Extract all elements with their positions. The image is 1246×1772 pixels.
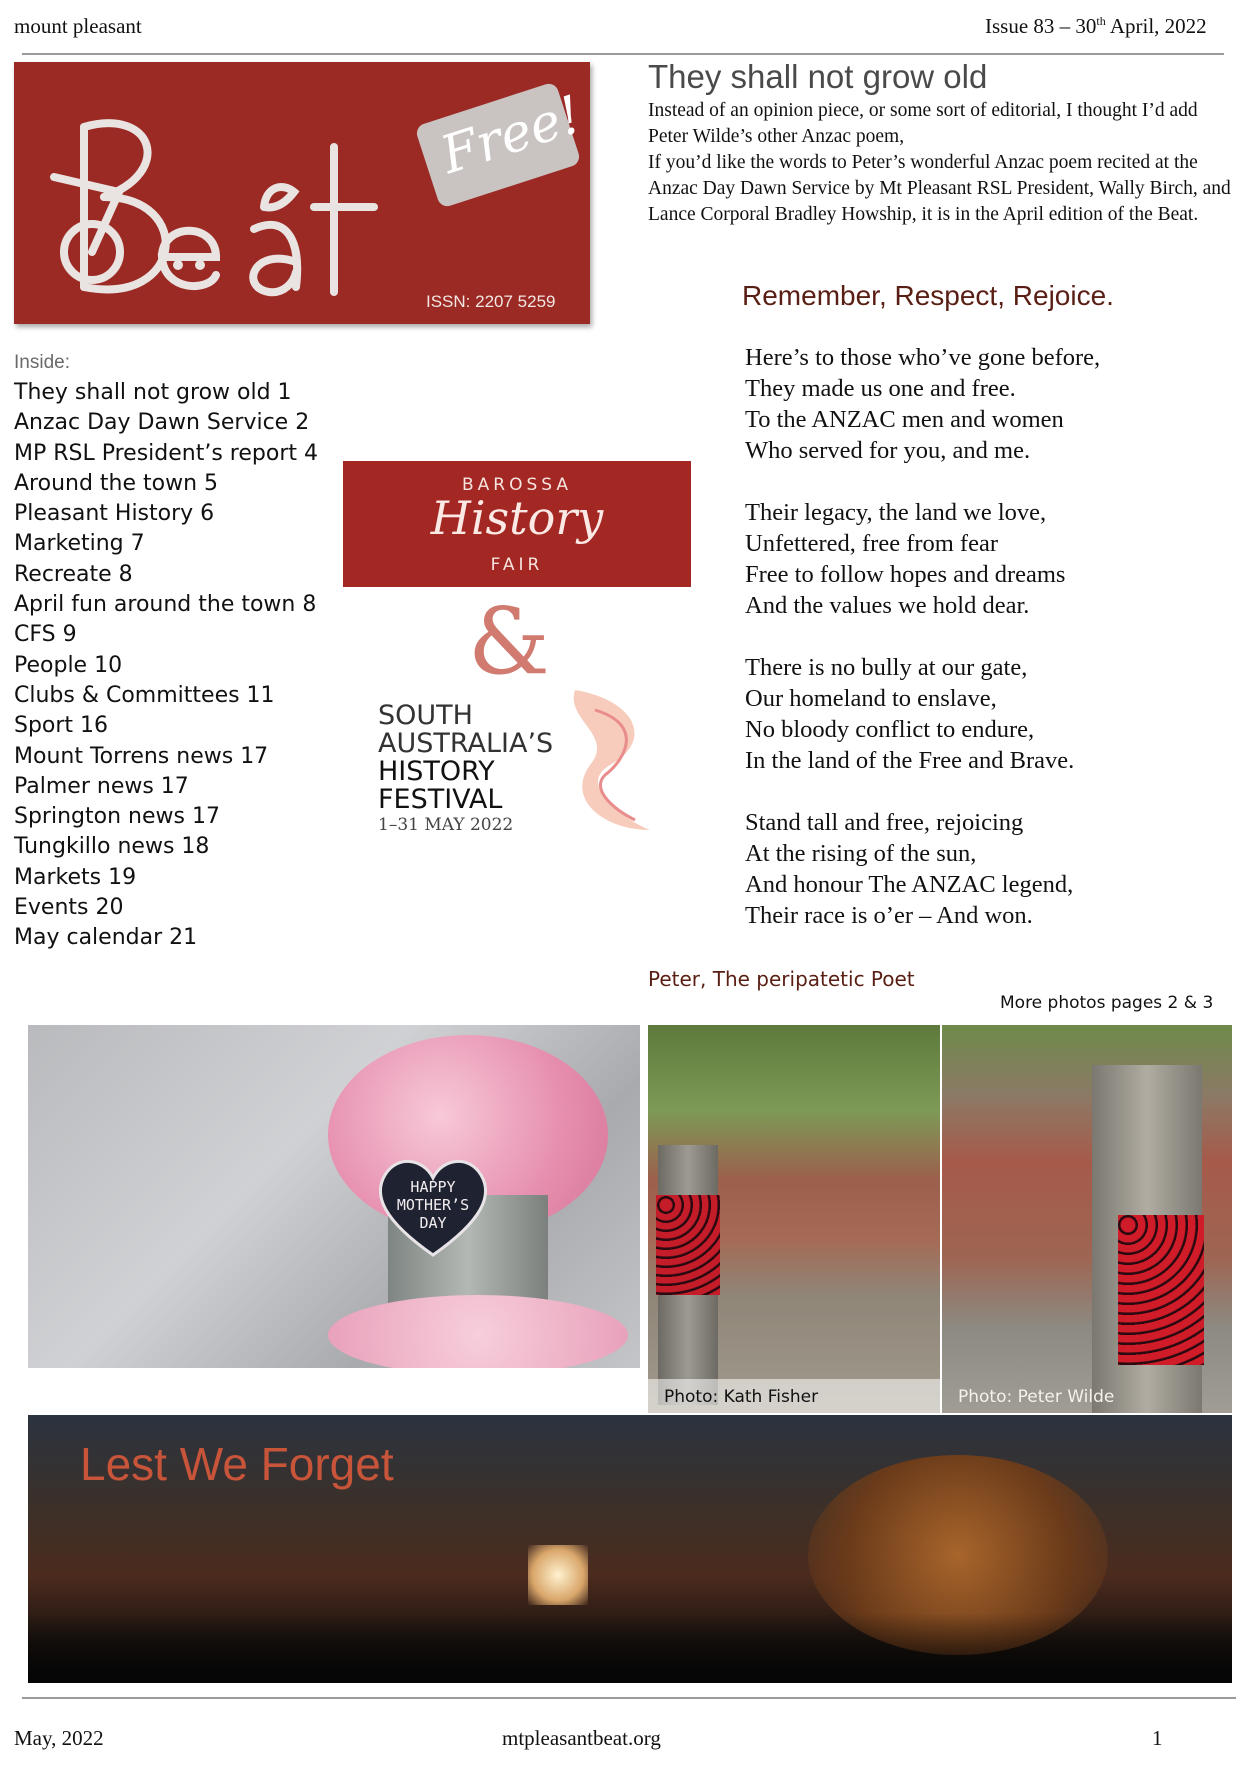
poem-line: At the rising of the sun,: [745, 840, 977, 867]
sa-history-festival: [378, 702, 553, 836]
banner-title: Lest We Forget: [80, 1438, 394, 1490]
toc-item[interactable]: People 10: [14, 652, 123, 678]
header-rule: [22, 53, 1224, 55]
poem-stanza: [745, 652, 1100, 776]
date-suffix: th: [1096, 14, 1106, 28]
photo-caption: Photo: Kath Fisher: [664, 1387, 819, 1407]
poem-body: [745, 342, 1100, 962]
logo-leaf: [264, 187, 294, 207]
photo-caption: Photo: Peter Wilde: [958, 1387, 1115, 1407]
footer-rule: [22, 1697, 1236, 1699]
logo-eye-right: [195, 260, 205, 270]
poem-line: No bloody conflict to endure,: [745, 716, 1035, 743]
poppy-wrap: [656, 1195, 720, 1295]
page-number: 1: [1152, 1726, 1163, 1750]
tree-photo-kath-fisher: [648, 1025, 940, 1413]
footer-website[interactable]: mtpleasantbeat.org: [502, 1726, 661, 1750]
intro-paragraph: If you’d like the words to Peter’s wonderful Anzac poem recited at the Anzac Day Dawn Service by Mt Pleasant RSL President, Wally Birch, and Lance Corporal Bradley Howship, it is in the April edition of the Beat.: [648, 152, 1231, 225]
logo-eye-left: [173, 260, 183, 270]
header-publication-name: mount pleasant: [14, 14, 142, 38]
festival-line: SOUTH: [378, 700, 473, 731]
heart-line: HAPPY: [410, 1178, 456, 1196]
poppy-wrap: [1118, 1215, 1204, 1365]
poem-line: Free to follow hopes and dreams: [745, 561, 1066, 588]
inside-label: Inside:: [14, 352, 70, 373]
toc-item[interactable]: They shall not grow old 1: [14, 380, 292, 405]
ampersand: &: [468, 588, 550, 695]
poem-line: Here’s to those who’ve gone before,: [745, 344, 1101, 371]
crowd-silhouette: [28, 1613, 1232, 1683]
poem-author: Peter, The peripatetic Poet: [648, 967, 915, 991]
history-script: History: [430, 491, 604, 545]
poem-line: There is no bully at our gate,: [745, 654, 1028, 681]
heart-line: DAY: [419, 1214, 447, 1232]
toc-item[interactable]: Clubs & Committees 11: [14, 682, 275, 708]
more-photos-note: More photos pages 2 & 3: [1000, 993, 1214, 1013]
toc-item[interactable]: Mount Torrens news 17: [14, 743, 269, 769]
toc-item[interactable]: Palmer news 17: [14, 773, 189, 799]
tree-photo-peter-wilde: [942, 1025, 1232, 1413]
logo-e: [162, 231, 216, 286]
lit-doorway: [528, 1545, 588, 1605]
poem-stanza: [745, 497, 1100, 621]
toc-item[interactable]: Events 20: [14, 895, 124, 921]
dawn-service-banner: [28, 1415, 1232, 1683]
poem-line: In the land of the Free and Brave.: [745, 747, 1075, 774]
poem-stanza: [745, 807, 1100, 931]
festival-line: HISTORY: [378, 756, 495, 787]
festival-dates: 1–31 MAY 2022: [378, 815, 514, 835]
poem-line: Their race is o’er – And won.: [745, 902, 1033, 929]
toc-item[interactable]: MP RSL President’s report 4: [14, 440, 318, 466]
poem-line: Our homeland to enslave,: [745, 685, 997, 712]
logo-t: [314, 147, 374, 292]
flowers-front: [328, 1295, 628, 1368]
poem-line: To the ANZAC men and women: [745, 406, 1064, 433]
issue-number: Issue 83 – 30: [985, 14, 1097, 38]
poem-stanza: [745, 342, 1100, 466]
intro-paragraph: Instead of an opinion piece, or some sort of editorial, I thought I’d add Peter Wilde’s other Anzac poem,: [648, 100, 1198, 147]
toc-item[interactable]: Around the town 5: [14, 470, 219, 496]
heart-line: MOTHER’S: [396, 1196, 470, 1214]
toc-item[interactable]: Marketing 7: [14, 531, 145, 557]
issn-number: ISSN: 2207 5259: [426, 292, 556, 311]
toc-item[interactable]: April fun around the town 8: [14, 592, 317, 618]
table-of-contents: [14, 378, 318, 954]
barossa-history-fair-banner: [343, 461, 691, 587]
poem-line: Who served for you, and me.: [745, 437, 1031, 464]
festival-line: FESTIVAL: [378, 784, 503, 815]
barossa-label: BAROSSA: [461, 475, 572, 495]
toc-item[interactable]: Springton news 17: [14, 804, 220, 830]
poem-line: Stand tall and free, rejoicing: [745, 809, 1024, 836]
poem-line: They made us one and free.: [745, 375, 1016, 402]
toc-item[interactable]: May calendar 21: [14, 925, 198, 951]
festival-line: AUSTRALIA’S: [378, 728, 554, 759]
toc-item[interactable]: Recreate 8: [14, 561, 133, 587]
toc-item[interactable]: Markets 19: [14, 864, 137, 890]
toc-item[interactable]: CFS 9: [14, 622, 77, 648]
masthead-banner: [14, 62, 590, 324]
issue-month: April, 2022: [1105, 14, 1207, 38]
story-intro: [648, 98, 1232, 228]
footer-month: May, 2022: [14, 1726, 104, 1750]
logo-a: [253, 225, 297, 292]
poem-line: Unfettered, free from fear: [745, 530, 999, 557]
toc-item[interactable]: Sport 16: [14, 713, 109, 739]
mothers-day-photo: [28, 1025, 640, 1368]
free-tag: Free!: [414, 81, 581, 209]
story-title: They shall not grow old: [648, 58, 988, 95]
toc-item[interactable]: Tungkillo news 18: [14, 834, 210, 860]
toc-item[interactable]: Pleasant History 6: [14, 501, 215, 527]
poem-title: Remember, Respect, Rejoice.: [742, 280, 1114, 311]
toc-item[interactable]: Anzac Day Dawn Service 2: [14, 410, 310, 436]
poem-line: And honour The ANZAC legend,: [745, 871, 1074, 898]
fair-label: FAIR: [490, 555, 544, 575]
festival-ribbon-icon: [555, 680, 665, 840]
header-issue-date: [985, 14, 1207, 39]
beat-logo: [44, 87, 404, 317]
poem-line: Their legacy, the land we love,: [745, 499, 1047, 526]
poem-line: And the values we hold dear.: [745, 592, 1030, 619]
heart-sign: [373, 1150, 493, 1260]
